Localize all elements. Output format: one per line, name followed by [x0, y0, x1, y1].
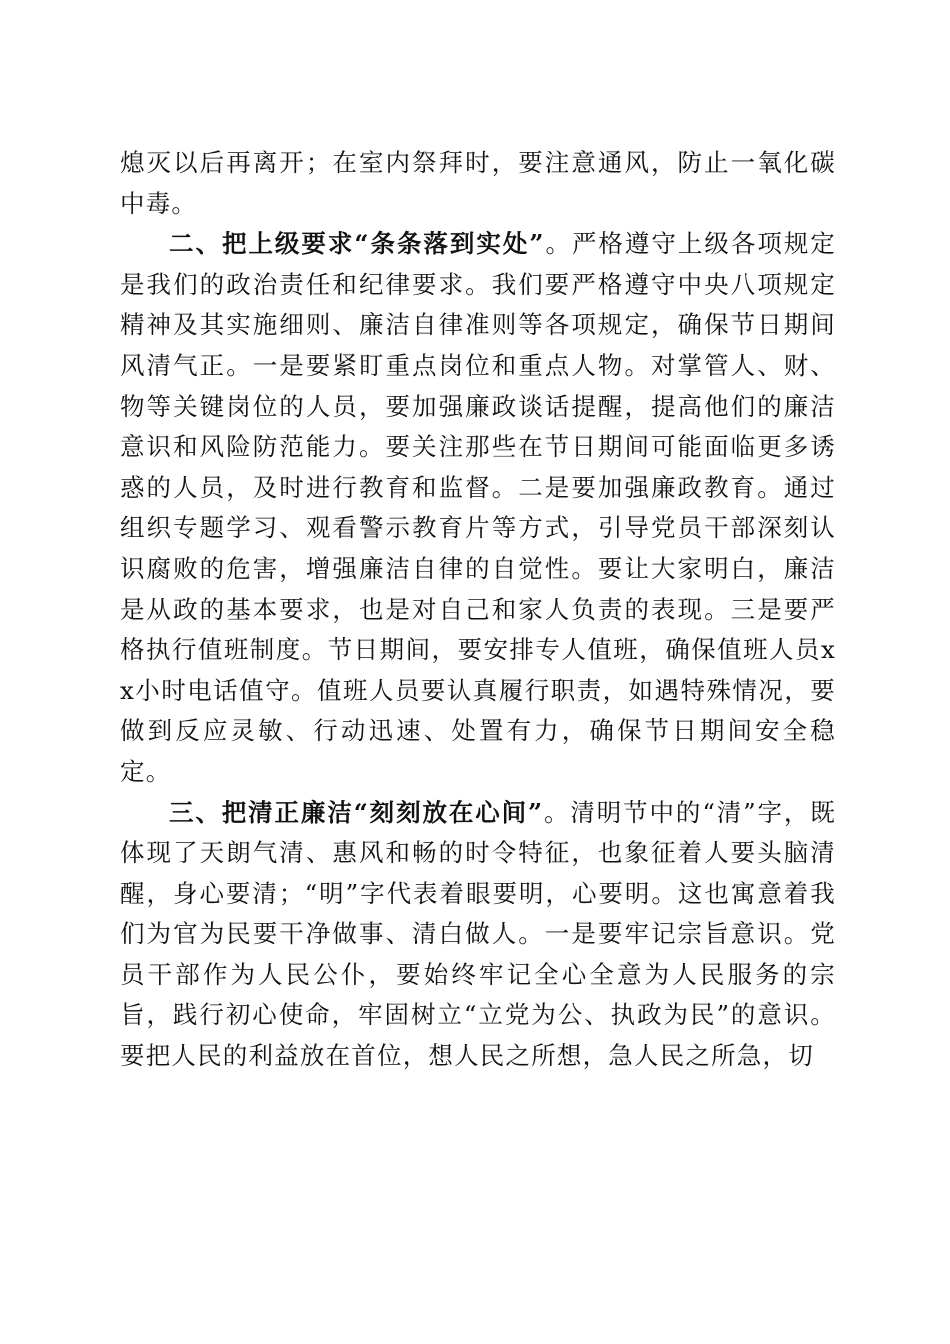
section-two-text: 。严格遵守上级各项规定是我们的政治责任和纪律要求。我们要严格遵守中央八项规定精神及其实施细则、廉洁自律准则等各项规定，确保节日期间风清气正。一是要紧盯重点岗位和重点人物。对掌管人、财、物等关键岗位的人员，要加强廉政谈话提醒，提高他们的廉洁意识和风险防范能力。要关注那些在节日期间可能面临更多诱惑的人员，及时进行教育和监督。二是要加强廉政教育。通过组织专题学习、观看警示教育片等方式，引导党员干部深刻认识腐败的危害，增强廉洁自律的自觉性。要让大家明白，廉洁是从政的基本要求，也是对自己和家人负责的表现。三是要严格执行值班制度。节日期间，要安排专人值班，确保值班人员xx小时电话值守。值班人员要认真履行职责，如遇特殊情况，要做到反应灵敏、行动迅速、处置有力，确保节日期间安全稳定。 — [120, 229, 836, 786]
paragraph-section-three — [120, 793, 836, 1077]
section-three-heading: 三、把清正廉洁“刻刻放在心间” — [169, 797, 544, 827]
document-body — [120, 143, 836, 1077]
paragraph-1-text: 熄灭以后再离开；在室内祭拜时，要注意通风，防止一氧化碳中毒。 — [120, 148, 836, 218]
section-two-heading: 二、把上级要求“条条落到实处” — [169, 229, 545, 259]
paragraph-section-two — [120, 224, 836, 792]
paragraph-continuation — [120, 143, 836, 224]
section-three-text: 。清明节中的“清”字，既体现了天朗气清、惠风和畅的时令特征，也象征着人要头脑清醒，身心要清；“明”字代表着眼要明，心要明。这也寓意着我们为官为民要干净做事、清白做人。一是要牢记宗旨意识。党员干部作为人民公仆，要始终牢记全心全意为人民服务的宗旨，践行初心使命，牢固树立“立党为公、执政为民”的意识。要把人民的利益放在首位，想人民之所想，急人民之所急，切 — [120, 797, 837, 1071]
